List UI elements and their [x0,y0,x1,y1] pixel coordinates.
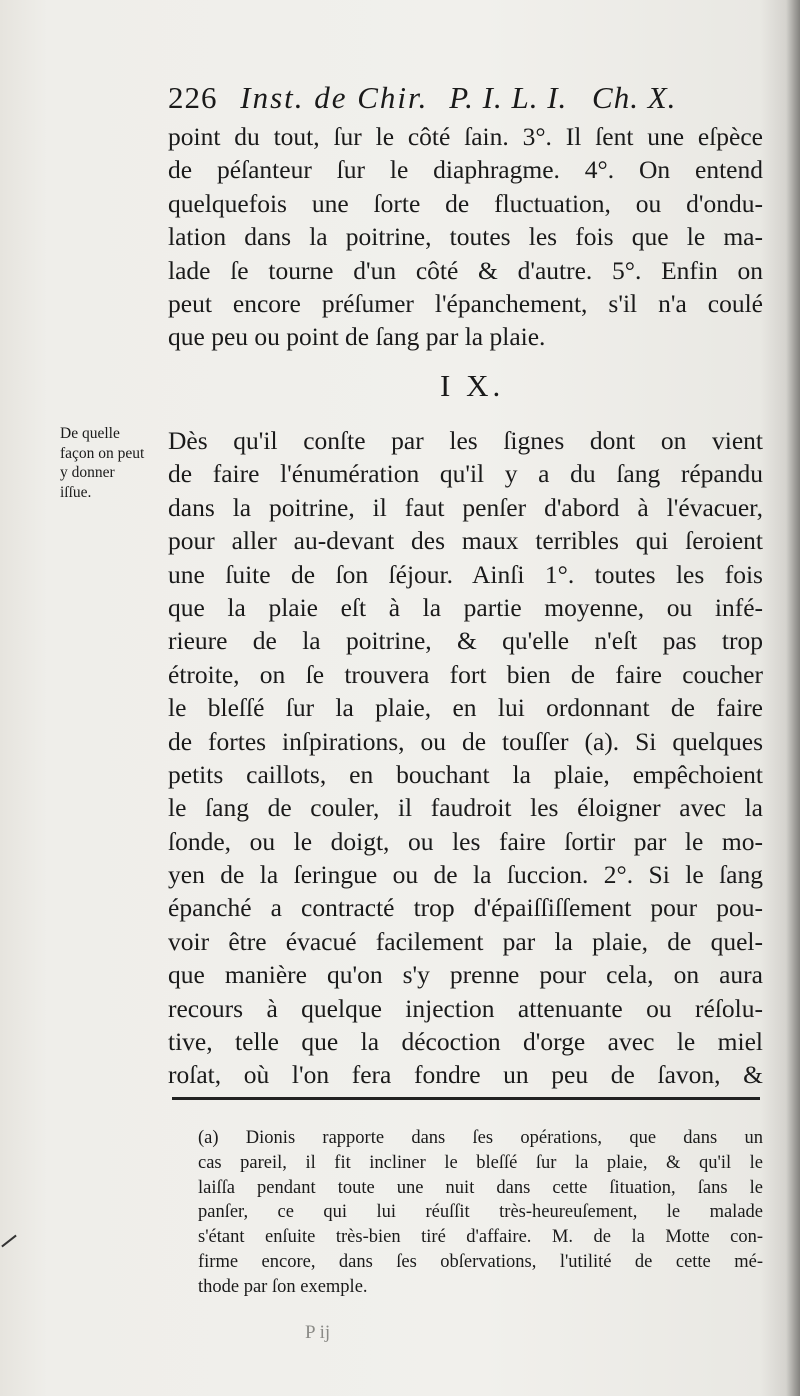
text-line: dans la poitrine, il faut penſer d'abord à l'évacuer, [168,492,763,522]
section-number: I X. [440,368,505,403]
paragraph-main [168,424,763,1092]
margin-note-line: De quelle [60,425,120,442]
text-line: quelquefois une ſorte de fluctuation, ou d'ondu- [168,188,763,218]
signature-mark: P ij [305,1322,331,1343]
text-line: épanché a contracté trop d'épaiſſiſſement pour pou- [168,893,763,923]
page-edge-shadow [786,0,800,1396]
margin-note-line: y donner [60,464,115,481]
header-reference: P. I. L. I. [449,80,568,115]
footnote-line: laiſſa pendant toute une nuit dans cette ſituation, ſans le [198,1177,763,1198]
text-line: rieure de la poitrine, & qu'elle n'eſt pas trop [168,626,763,656]
text-line: de fortes inſpirations, ou de touſſer (a). Si quelques [168,726,763,756]
footnote-line: s'étant enſuite très-bien tiré d'affaire. M. de la Motte con- [198,1227,763,1248]
text-line: point du tout, ſur le côté ſain. 3°. Il ſent une eſpèce [168,122,763,151]
running-header [168,80,768,122]
text-line: de faire l'énumération qu'il y a du ſang répandu [168,459,763,489]
text-line: recours à quelque injection attenuante ou réſolu- [168,993,763,1023]
text-line: ſonde, ou le doigt, ou les faire ſortir par le mo- [168,826,763,856]
margin-note-line: iſſue. [60,483,92,501]
text-line: petits caillots, en bouchant la plaie, empêchoient [168,759,763,789]
text-line: pour aller au-devant des maux terribles qui ſeroient [168,526,763,556]
footnote [198,1126,763,1300]
header-title: Inst. de Chir. [240,80,429,115]
text-line: que la plaie eſt à la partie moyenne, ou infé- [168,592,763,622]
text-line: lade ſe tourne d'un côté & d'autre. 5°. Enfin on [168,255,763,285]
footnote-rule [172,1097,760,1100]
text-line: roſat, où l'on fera fondre un peu de ſavon, & [168,1060,763,1090]
text-line: le ſang de couler, il faudroit les éloigner avec la [168,793,763,823]
text-line: lation dans la poitrine, toutes les fois que le ma- [168,222,763,252]
text-line: que peu ou point de ſang par la plaie. [168,322,546,352]
margin-note [60,424,170,502]
header-chapter: Ch. X. [592,80,677,115]
text-line: que manière qu'on s'y prenne pour cela, on aura [168,960,763,990]
text-line: le bleſſé ſur la plaie, en lui ordonnant de faire [168,693,763,723]
text-line: une ſuite de ſon ſéjour. Ainſi 1°. toutes les fois [168,559,763,589]
footnote-line: cas pareil, il fit incliner le bleſſé ſur la plaie, & qu'il le [198,1152,763,1173]
text-line: voir être évacué facilement par la plaie, de quel- [168,926,763,956]
text-line: peut encore préſumer l'épanchement, s'il n'a coulé [168,288,763,318]
margin-note-line: façon on peut [60,444,145,462]
text-line: de péſanteur ſur le diaphragme. 4°. On entend [168,155,763,185]
paragraph-top [168,120,763,354]
footnote-line: firme encore, dans ſes obſervations, l'utilité de cette mé- [198,1251,763,1272]
page-number: 226 [168,80,218,115]
text-line: Dès qu'il conſte par les ſignes dont on vient [168,426,763,455]
text-line: tive, telle que la décoction d'orge avec le miel [168,1027,763,1057]
text-line: yen de la ſeringue ou de la ſuccion. 2°. Si le ſang [168,860,763,890]
margin-pen-mark [1,1235,16,1248]
footnote-line: panſer, ce qui lui réuſſit très-heureuſement, le malade [198,1202,763,1223]
text-line: étroite, on ſe trouvera fort bien de faire coucher [168,659,763,689]
footnote-line: thode par ſon exemple. [198,1276,368,1297]
footnote-line: (a) Dionis rapporte dans ſes opérations, que dans un [198,1128,763,1148]
